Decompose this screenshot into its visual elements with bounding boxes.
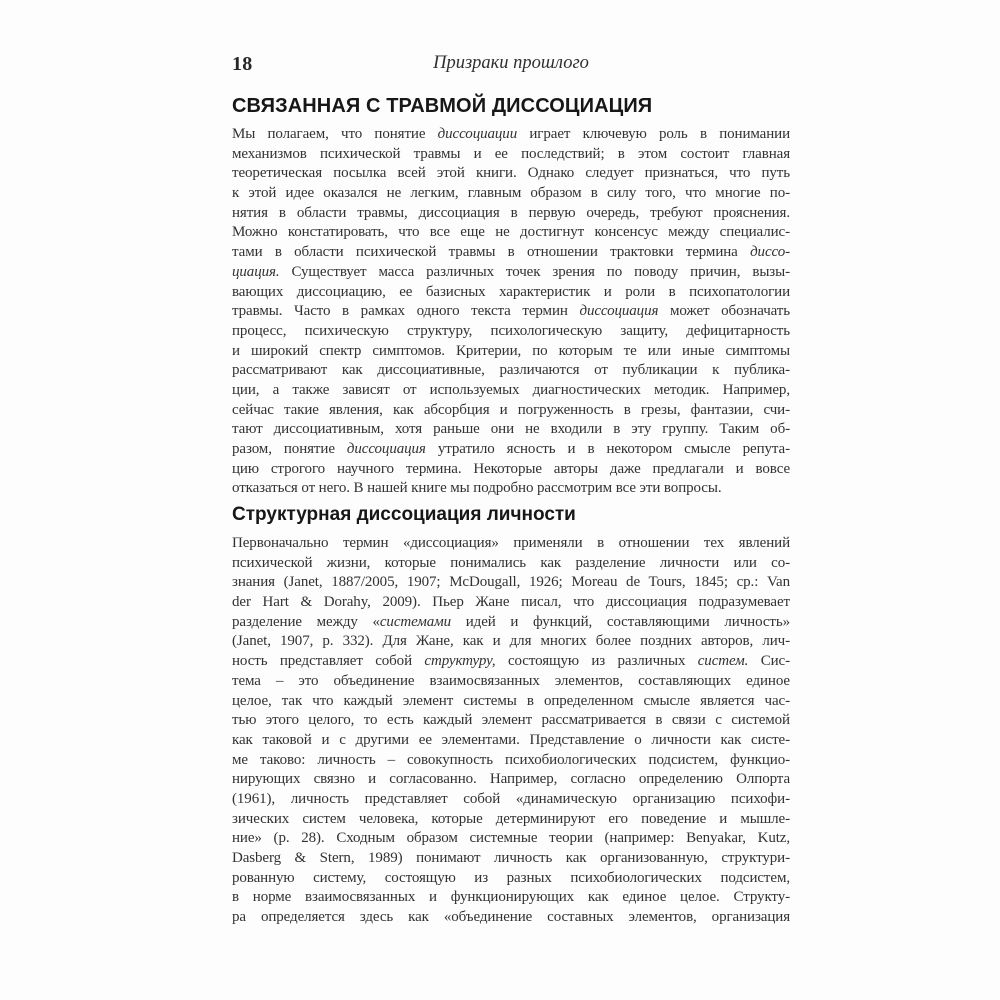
text-line: Dasberg & Stern, 1989) понимают личность как организованную, структури-: [232, 850, 790, 866]
text-line: психической жизни, которые понимались как разделение личности или со-: [232, 554, 790, 571]
text-line: ность представляет собой структуру, состоящую из различных систем. Сис-: [232, 653, 790, 670]
text-line: рованную систему, состоящую из разных психобиологических подсистем,: [232, 869, 790, 886]
text-line: механизмов психической травмы и ее последствий; в этом состоит главная: [232, 145, 790, 162]
paragraph-trauma-dissociation: [232, 125, 790, 499]
text-line: ра определяется здесь как «объединение составных элементов, организация: [232, 909, 790, 926]
text-line: тема – это объединение взаимосвязанных элементов, составляющих единое: [232, 672, 790, 689]
running-title: Призраки прошлого: [433, 53, 589, 73]
text-line: циация. Существует масса различных точек зрения по поводу причин, вызы-: [232, 263, 790, 280]
text-line: ние» (p. 28). Сходным образом системные теории (например: Benyakar, Kutz,: [232, 830, 790, 847]
text-line: тают диссоциативным, хотя раньше они не входили в эту группу. Таким об-: [232, 421, 790, 438]
text-line: ме таково: личность – совокупность психобиологических подсистем, функцио-: [232, 751, 790, 768]
text-line: процесс, психическую структуру, психологическую защиту, дефицитарность: [232, 322, 790, 339]
text-line: к этой идее оказался не легким, главным образом в силу того, что многие по-: [232, 185, 790, 202]
text-line: цию строгого научного термина. Некоторые авторы даже предлагали и вовсе: [232, 460, 790, 477]
text-line: целое, так что каждый элемент системы в определенном смысле является час-: [232, 692, 790, 709]
text-line: ции, а также зависят от используемых диагностических методик. Например,: [232, 381, 790, 398]
text-line: зических систем человека, которые детерминируют его поведение и мышле-: [232, 810, 790, 827]
text-line: разделение между «системами идей и функций, составляющими личность»: [232, 613, 790, 630]
text-line: отказаться от него. В нашей книге мы подробно рассмотрим все эти вопросы.: [232, 480, 722, 497]
text-line: нирующих связно и согласованно. Например, согласно определению Олпорта: [232, 771, 790, 788]
text-line: Мы полагаем, что понятие диссоциации играет ключевую роль в понимании: [232, 126, 790, 142]
text-line: der Hart & Dorahy, 2009). Пьер Жане писал, что диссоциация подразумевает: [232, 594, 790, 611]
text-line: разом, понятие диссоциация утратило ясность и в некотором смысле репута-: [232, 441, 790, 457]
text-line: в норме взаимосвязанных и функционирующих как единое целое. Структу-: [232, 889, 790, 906]
text-line: (Janet, 1907, p. 332). Для Жане, как и для многих более поздних авторов, лич-: [232, 633, 790, 650]
page-header: [232, 53, 790, 79]
text-line: нятия в области травмы, диссоциация в первую очередь, требуют прояснения.: [232, 204, 790, 221]
text-line: вающих диссоциацию, ее базисных характеристик и роли в психопатологии: [232, 283, 790, 300]
text-line: Можно констатировать, что все еще не достигнут консенсус между специалис-: [232, 224, 790, 241]
section-heading-structural-dissociation: Структурная диссоциация личности: [232, 504, 576, 525]
text-line: как таковой и с другими ее элементами. Представление о личности как систе-: [232, 731, 790, 748]
paragraph-structural-dissociation: [232, 534, 790, 928]
text-line: рассматривают как диссоциативные, различаются от публикации к публика-: [232, 362, 790, 379]
text-line: травмы. Часто в рамках одного текста термин диссоциация может обозначать: [232, 303, 790, 320]
section-heading-trauma-dissociation: СВЯЗАННАЯ С ТРАВМОЙ ДИССОЦИАЦИЯ: [232, 95, 653, 117]
text-line: Первоначально термин «диссоциация» применяли в отношении тех явлений: [232, 535, 790, 551]
text-line: теоретическая посылка всей этой книги. Однако следует признаться, что путь: [232, 165, 790, 182]
text-line: (1961), личность представляет собой «динамическую организацию психофи-: [232, 790, 790, 807]
text-line: тами в области психической травмы в отношении трактовки термина диссо-: [232, 244, 790, 261]
page-number: 18: [232, 53, 253, 75]
text-line: знания (Janet, 1887/2005, 1907; McDougall, 1926; Moreau de Tours, 1845; ср.: Van: [232, 574, 790, 591]
text-line: и широкий спектр симптомов. Критерии, по которым те или иные симптомы: [232, 342, 790, 359]
text-line: сейчас такие явления, как абсорбция и погруженность в грезы, фантазии, счи-: [232, 401, 790, 418]
text-line: тью этого целого, то есть каждый элемент рассматривается в связи с системой: [232, 712, 790, 729]
